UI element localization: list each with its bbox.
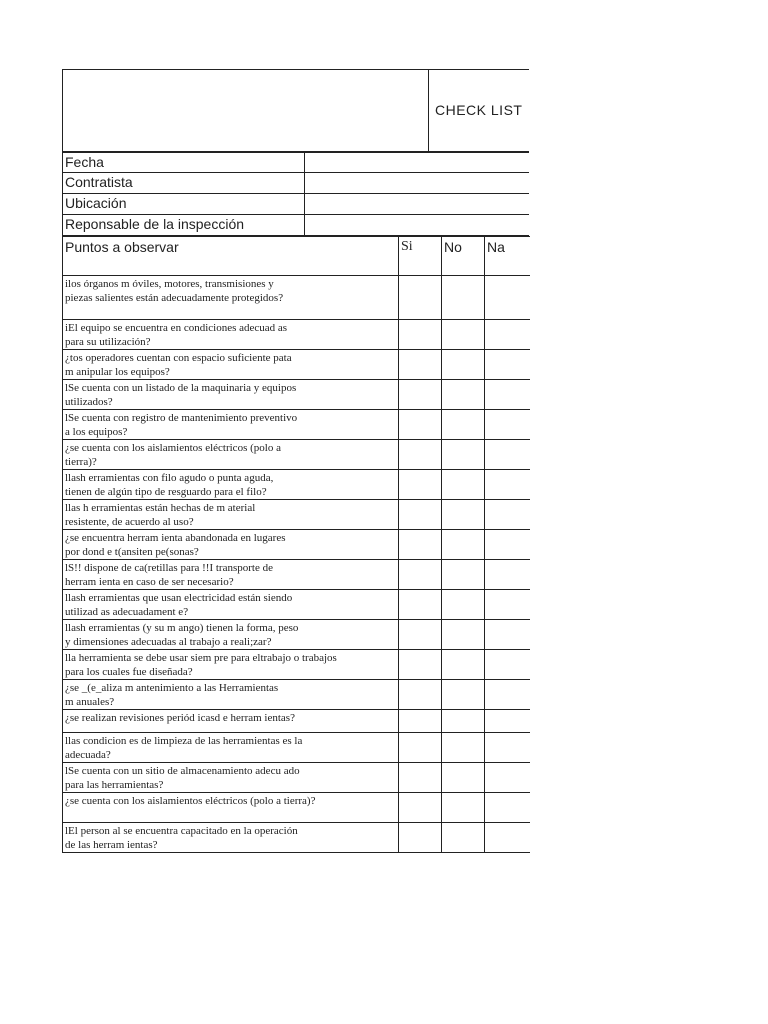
- question-text: ¿se cuenta con los aislamientos eléctricos (polo a tierra)?: [63, 793, 399, 823]
- answer-cell-no[interactable]: [442, 733, 485, 763]
- table-row: [63, 530, 530, 560]
- answer-cell-no[interactable]: [442, 320, 485, 350]
- answer-cell-no[interactable]: [442, 470, 485, 500]
- answer-cell-na[interactable]: [485, 500, 530, 530]
- table-row: [63, 733, 530, 763]
- question-text: llash erramientas (y su m ango) tienen la forma, peso y dimensiones adecuadas al trabajo a reali;zar?: [63, 620, 399, 650]
- answer-cell-na[interactable]: [485, 276, 530, 320]
- table-row: [63, 380, 530, 410]
- answer-cell-si[interactable]: [399, 793, 442, 823]
- answer-cell-na[interactable]: [485, 620, 530, 650]
- answer-cell-na[interactable]: [485, 680, 530, 710]
- checklist-table: [62, 236, 530, 853]
- question-text: lSe cuenta con un sitio de almacenamiento adecu ado para las herramientas?: [63, 763, 399, 793]
- answer-cell-no[interactable]: [442, 620, 485, 650]
- info-row-fecha: [62, 152, 529, 173]
- answer-cell-na[interactable]: [485, 650, 530, 680]
- answer-cell-na[interactable]: [485, 733, 530, 763]
- table-row: [63, 560, 530, 590]
- answer-cell-si[interactable]: [399, 276, 442, 320]
- info-row-ubicacion: [62, 194, 529, 215]
- table-row: [63, 823, 530, 853]
- question-text: ¿se cuenta con los aislamientos eléctricos (polo a tierra)?: [63, 440, 399, 470]
- header-na: Na: [485, 237, 530, 276]
- answer-cell-na[interactable]: [485, 530, 530, 560]
- info-label: Reponsable de la inspección: [65, 216, 245, 232]
- question-text: ¿se _(e_aliza m antenimiento a las Herramientas m anuales?: [63, 680, 399, 710]
- table-row: [63, 440, 530, 470]
- info-label: Contratista: [65, 174, 133, 190]
- answer-cell-no[interactable]: [442, 530, 485, 560]
- table-row: [63, 500, 530, 530]
- answer-cell-no[interactable]: [442, 763, 485, 793]
- table-row: [63, 350, 530, 380]
- table-row: [63, 680, 530, 710]
- answer-cell-si[interactable]: [399, 350, 442, 380]
- table-row: [63, 410, 530, 440]
- question-text: lEl person al se encuentra capacitado en la operación de las herram ientas?: [63, 823, 399, 853]
- answer-cell-na[interactable]: [485, 710, 530, 733]
- info-row-responsable: [62, 215, 529, 236]
- question-text: ¿se encuentra herram ienta abandonada en lugares por dond e t(ansiten pe(sonas?: [63, 530, 399, 560]
- answer-cell-na[interactable]: [485, 793, 530, 823]
- header-box: [62, 69, 529, 152]
- answer-cell-na[interactable]: [485, 410, 530, 440]
- table-row: [63, 710, 530, 733]
- answer-cell-si[interactable]: [399, 680, 442, 710]
- answer-cell-si[interactable]: [399, 500, 442, 530]
- question-text: lS!! dispone de ca(retillas para !!I transporte de herram ienta en caso de ser necesario?: [63, 560, 399, 590]
- info-fields: [62, 152, 529, 236]
- header-divider: [428, 70, 429, 151]
- answer-cell-no[interactable]: [442, 440, 485, 470]
- answer-cell-no[interactable]: [442, 560, 485, 590]
- answer-cell-si[interactable]: [399, 440, 442, 470]
- info-row-contratista: [62, 173, 529, 194]
- answer-cell-no[interactable]: [442, 350, 485, 380]
- answer-cell-si[interactable]: [399, 620, 442, 650]
- answer-cell-na[interactable]: [485, 590, 530, 620]
- answer-cell-no[interactable]: [442, 793, 485, 823]
- answer-cell-si[interactable]: [399, 470, 442, 500]
- answer-cell-si[interactable]: [399, 530, 442, 560]
- answer-cell-no[interactable]: [442, 710, 485, 733]
- answer-cell-na[interactable]: [485, 470, 530, 500]
- header-si: Si: [399, 237, 442, 276]
- answer-cell-no[interactable]: [442, 380, 485, 410]
- answer-cell-si[interactable]: [399, 320, 442, 350]
- answer-cell-si[interactable]: [399, 823, 442, 853]
- answer-cell-no[interactable]: [442, 410, 485, 440]
- answer-cell-si[interactable]: [399, 733, 442, 763]
- table-row: [63, 650, 530, 680]
- table-header-row: [63, 237, 530, 276]
- table-row: [63, 620, 530, 650]
- question-text: ¿tos operadores cuentan con espacio suficiente pata m anipular los equipos?: [63, 350, 399, 380]
- answer-cell-si[interactable]: [399, 410, 442, 440]
- table-row: [63, 590, 530, 620]
- table-row: [63, 793, 530, 823]
- answer-cell-si[interactable]: [399, 380, 442, 410]
- info-label: Ubicación: [65, 195, 127, 211]
- header-no: No: [442, 237, 485, 276]
- question-text: lSe cuenta con un listado de la maquinaria y equipos utilizados?: [63, 380, 399, 410]
- answer-cell-si[interactable]: [399, 590, 442, 620]
- question-text: ilos órganos m óviles, motores, transmisiones y piezas salientes están adecuadamente protegidos?: [63, 276, 399, 320]
- answer-cell-si[interactable]: [399, 763, 442, 793]
- answer-cell-no[interactable]: [442, 650, 485, 680]
- table-row: [63, 763, 530, 793]
- question-text: lla herramienta se debe usar siem pre para eltrabajo o trabajos para los cuales fue diseñada?: [63, 650, 399, 680]
- answer-cell-na[interactable]: [485, 380, 530, 410]
- header-points: Puntos a observar: [63, 237, 399, 276]
- table-row: [63, 320, 530, 350]
- answer-cell-na[interactable]: [485, 763, 530, 793]
- question-text: lSe cuenta con registro de mantenimiento preventivo a los equipos?: [63, 410, 399, 440]
- answer-cell-na[interactable]: [485, 440, 530, 470]
- answer-cell-si[interactable]: [399, 650, 442, 680]
- table-row: [63, 470, 530, 500]
- question-text: llash erramientas que usan electricidad están siendo utilizad as adecuadament e?: [63, 590, 399, 620]
- table-row: [63, 276, 530, 320]
- answer-cell-na[interactable]: [485, 560, 530, 590]
- answer-cell-no[interactable]: [442, 823, 485, 853]
- question-text: llash erramientas con filo agudo o punta aguda, tienen de algún tipo de resguardo para el filo?: [63, 470, 399, 500]
- answer-cell-no[interactable]: [442, 590, 485, 620]
- question-text: llas h erramientas están hechas de m aterial resistente, de acuerdo al uso?: [63, 500, 399, 530]
- answer-cell-na[interactable]: [485, 350, 530, 380]
- answer-cell-na[interactable]: [485, 823, 530, 853]
- question-text: ¿se realizan revisiones periód icasd e herram ientas?: [63, 710, 399, 733]
- answer-cell-na[interactable]: [485, 320, 530, 350]
- info-label: Fecha: [65, 154, 104, 170]
- answer-cell-no[interactable]: [442, 680, 485, 710]
- answer-cell-no[interactable]: [442, 276, 485, 320]
- answer-cell-si[interactable]: [399, 560, 442, 590]
- question-text: llas condicion es de limpieza de las herramientas es la adecuada?: [63, 733, 399, 763]
- page-title: CHECK LIST: [435, 102, 523, 118]
- question-text: iEl equipo se encuentra en condiciones adecuad as para su utilización?: [63, 320, 399, 350]
- answer-cell-no[interactable]: [442, 500, 485, 530]
- answer-cell-si[interactable]: [399, 710, 442, 733]
